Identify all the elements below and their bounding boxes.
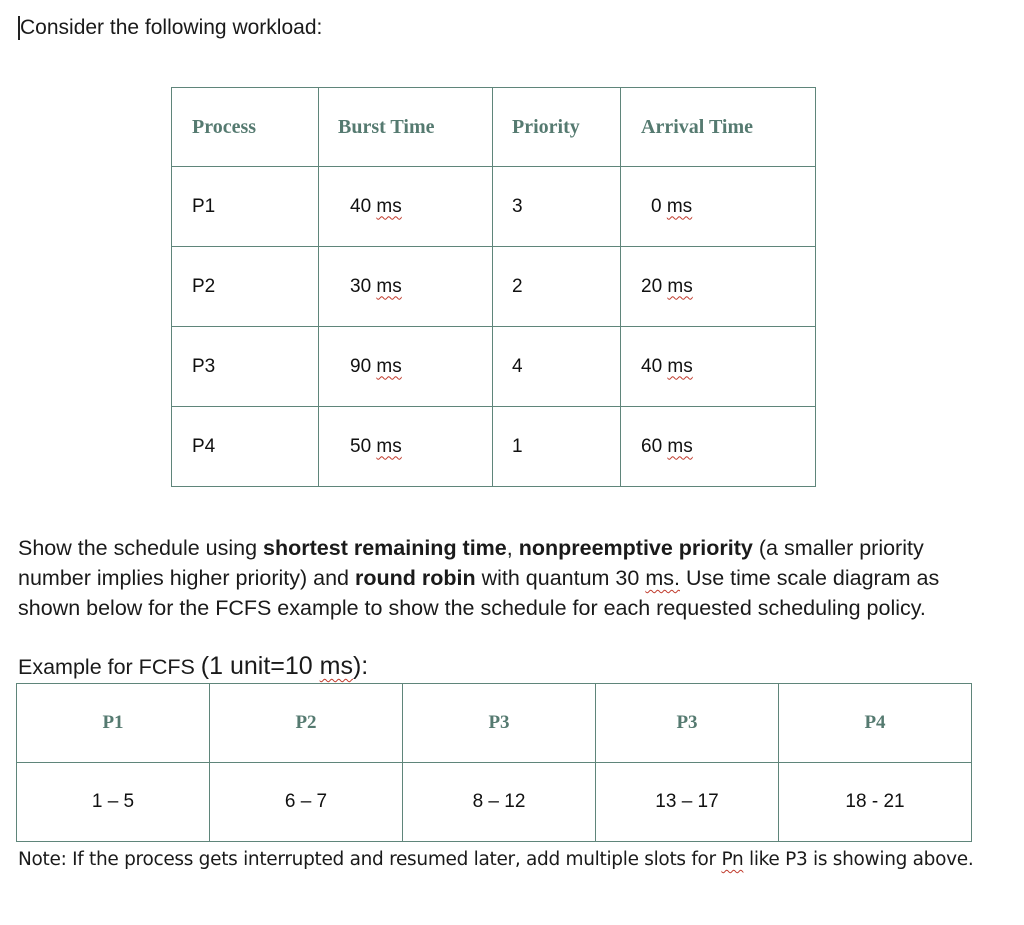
process-cell: P3	[172, 327, 319, 407]
table-row	[172, 407, 816, 487]
burst-cell: 90 ms	[319, 327, 493, 407]
process-cell: P4	[172, 407, 319, 487]
gantt-process-cell: P4	[779, 684, 972, 763]
gantt-range-cell: 1 – 5	[17, 763, 210, 842]
gantt-range-cell: 18 - 21	[779, 763, 972, 842]
table-row	[172, 167, 816, 247]
header-burst-time: Burst Time	[319, 88, 493, 167]
intro-text: Consider the following workload:	[20, 16, 323, 39]
priority-cell: 2	[493, 247, 621, 327]
header-priority: Priority	[493, 88, 621, 167]
arrival-cell: 20 ms	[621, 247, 816, 327]
priority-cell: 3	[493, 167, 621, 247]
gantt-process-cell: P3	[596, 684, 779, 763]
burst-cell: 30 ms	[319, 247, 493, 327]
gantt-range-cell: 13 – 17	[596, 763, 779, 842]
process-cell: P1	[172, 167, 319, 247]
arrival-cell: 60 ms	[621, 407, 816, 487]
bold-srt: shortest remaining time	[263, 536, 507, 560]
gantt-process-cell: P1	[17, 684, 210, 763]
gantt-range-cell: 6 – 7	[210, 763, 403, 842]
arrival-cell: 0 ms	[621, 167, 816, 247]
workload-header-row	[172, 88, 816, 167]
arrival-cell: 40 ms	[621, 327, 816, 407]
priority-cell: 4	[493, 327, 621, 407]
header-process: Process	[172, 88, 319, 167]
burst-cell: 40 ms	[319, 167, 493, 247]
example-heading: Example for FCFS (1 unit=10 ms):	[18, 652, 369, 680]
burst-cell: 50 ms	[319, 407, 493, 487]
table-row	[172, 247, 816, 327]
note-text: Note: If the process gets interrupted and resumed later, add multiple slots for Pn like P3 is showing above.	[18, 849, 974, 870]
bold-priority: nonpreemptive priority	[518, 536, 753, 560]
bold-round-robin: round robin	[354, 566, 476, 590]
workload-table	[171, 87, 816, 487]
header-arrival-time: Arrival Time	[621, 88, 816, 167]
gantt-process-row	[17, 684, 972, 763]
process-cell: P2	[172, 247, 319, 327]
gantt-range-row	[17, 763, 972, 842]
gantt-range-cell: 8 – 12	[403, 763, 596, 842]
fcfs-gantt-table	[16, 683, 972, 842]
gantt-process-cell: P2	[210, 684, 403, 763]
priority-cell: 1	[493, 407, 621, 487]
table-row	[172, 327, 816, 407]
instructions-paragraph: Show the schedule using shortest remaining time, nonpreemptive priority (a smaller priority number implies higher priority) and round robin with quantum 30 ms. Use time scale diagram as shown below for the FCFS example to show the schedule for each requested scheduling policy.	[18, 536, 940, 620]
gantt-process-cell: P3	[403, 684, 596, 763]
